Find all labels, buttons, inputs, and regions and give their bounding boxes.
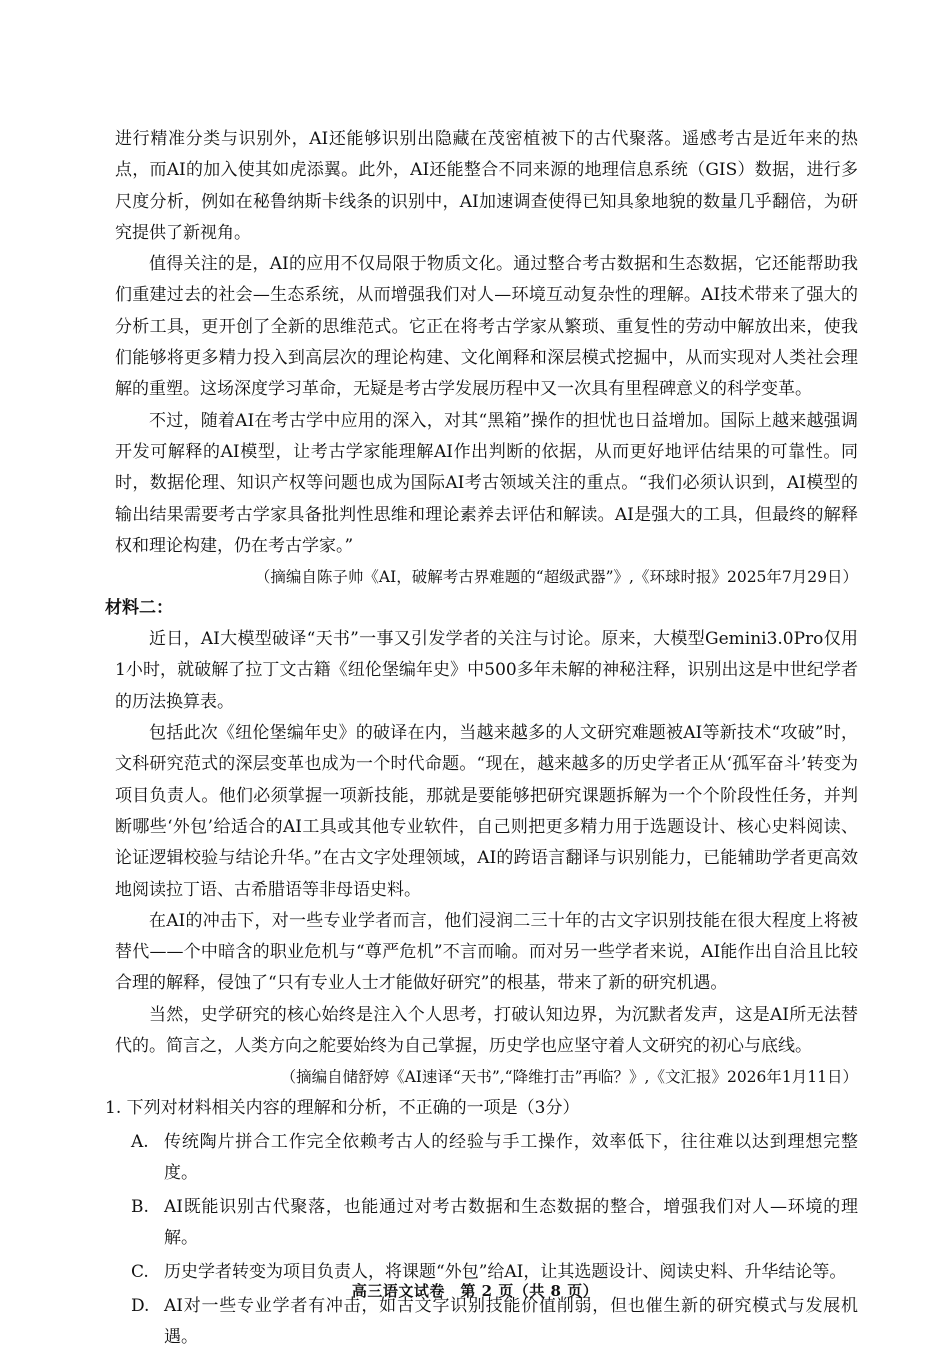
material2-heading: 材料二： xyxy=(105,598,173,619)
material2-paragraph: 在AI的冲击下，对一些专业学者而言，他们浸润二三十年的古文字识别技能在很大程度上将被替代——个中暗含的职业危机与“尊严危机”不言而喻。而对另一些学者来说，AI能作出自洽且比较合理的解释，侵蚀了“只有专业人士才能做好研究”的根基，带来了新的研究机遇。 xyxy=(115,910,858,994)
option-letter: A. xyxy=(131,1132,149,1153)
option-text: AI既能识别古代聚落，也能通过对考古数据和生态数据的整合，增强我们对人—环境的理解。 xyxy=(164,1197,858,1249)
page-footer: 高三语文试卷 第 2 页（共 8 页） xyxy=(351,1282,599,1300)
option-text: AI对一些专业学者有冲击，如古文字识别技能价值削弱，但也催生新的研究模式与发展机遇。 xyxy=(164,1296,858,1348)
option-letter: D. xyxy=(131,1296,150,1317)
material1-body xyxy=(115,124,858,562)
option-letter: B. xyxy=(131,1197,149,1218)
question-text: 下列对材料相关内容的理解和分析，不正确的一项是（3分） xyxy=(126,1098,580,1119)
option-a[interactable] xyxy=(131,1127,858,1189)
material2-paragraph: 近日，AI大模型破译“天书”一事又引发学者的关注与讨论。原来，大模型Gemini3.0Pro仅用1小时，就破解了拉丁文古籍《纽伦堡编年史》中500多年未解的神秘注释，识别出这是中世纪学者的历法换算表。 xyxy=(115,629,858,712)
material2-body xyxy=(115,624,858,1062)
material1-paragraph: 不过，随着AI在考古学中应用的深入，对其“黑箱”操作的担忧也日益增加。国际上越来越强调开发可解释的AI模型，让考古学家能理解AI作出判断的依据，从而更好地评估结果的可靠性。同时，数据伦理、知识产权等问题也成为国际AI考古领域关注的重点。“我们必须认识到，AI模型的输出结果需要考古学家具备批判性思维和理论素养去评估和解读。AI是强大的工具，但最终的解释权和理论构建，仍在考古学家。” xyxy=(115,410,858,556)
option-letter: C. xyxy=(131,1262,149,1283)
question-1 xyxy=(105,1093,858,1353)
option-text: 历史学者转变为项目负责人，将课题“外包”给AI，让其选题设计、阅读史料、升华结论等。 xyxy=(164,1262,847,1283)
material1-paragraph: 进行精准分类与识别外，AI还能够识别出隐藏在茂密植被下的古代聚落。遥感考古是近年来的热点，而AI的加入使其如虎添翼。此外，AI还能整合不同来源的地理信息系统（GIS）数据，进行多尺度分析，例如在秘鲁纳斯卡线条的识别中，AI加速调查使得已知具象地貌的数量几乎翻倍，为研究提供了新视角。 xyxy=(115,129,858,243)
option-text: 传统陶片拼合工作完全依赖考古人的经验与手工操作，效率低下，往往难以达到理想完整度。 xyxy=(164,1132,858,1184)
material2-paragraph: 包括此次《纽伦堡编年史》的破译在内，当越来越多的人文研究难题被AI等新技术“攻破”时，文科研究范式的深层变革也成为一个时代命题。“现在，越来越多的历史学者正从‘孤军奋斗’转变为项目负责人。他们必须掌握一项新技能，那就是要能够把研究课题拆解为一个个阶段性任务，并判断哪些‘外包’给适合的AI工具或其他专业软件，自己则把更多精力用于选题设计、核心史料阅读、论证逻辑校验与结论升华。”在古文字处理领域，AI的跨语言翻译与识别能力，已能辅助学者更高效地阅读拉丁语、古希腊语等非母语史料。 xyxy=(115,723,858,900)
question-options xyxy=(115,1127,858,1353)
material2-source: （摘编自储舒婷《AI速译“天书”,“降维打击”再临？》,《文汇报》2026年1月11日） xyxy=(280,1068,858,1087)
option-b[interactable] xyxy=(131,1192,858,1254)
question-number: 1. xyxy=(105,1098,122,1119)
material1-paragraph: 值得关注的是，AI的应用不仅局限于物质文化。通过整合考古数据和生态数据，它还能帮助我们重建过去的社会—生态系统，从而增强我们对人—环境互动复杂性的理解。AI技术带来了强大的分析工具，更开创了全新的思维范式。它正在将考古学家从繁琐、重复性的劳动中解放出来，使我们能够将更多精力投入到高层次的理论构建、文化阐释和深层模式挖掘中，从而实现对人类社会理解的重塑。这场深度学习革命，无疑是考古学发展历程中又一次具有里程碑意义的科学变革。 xyxy=(115,254,858,400)
question-stem xyxy=(105,1093,858,1124)
material2-paragraph: 当然，史学研究的核心始终是注入个人思考，打破认知边界，为沉默者发声，这是AI所无法替代的。简言之，人类方向之舵要始终为自己掌握，历史学也应坚守着人文研究的初心与底线。 xyxy=(115,1004,858,1057)
material1-source: （摘编自陈子帅《AI，破解考古界难题的“超级武器”》,《环球时报》2025年7月29日） xyxy=(254,568,858,587)
